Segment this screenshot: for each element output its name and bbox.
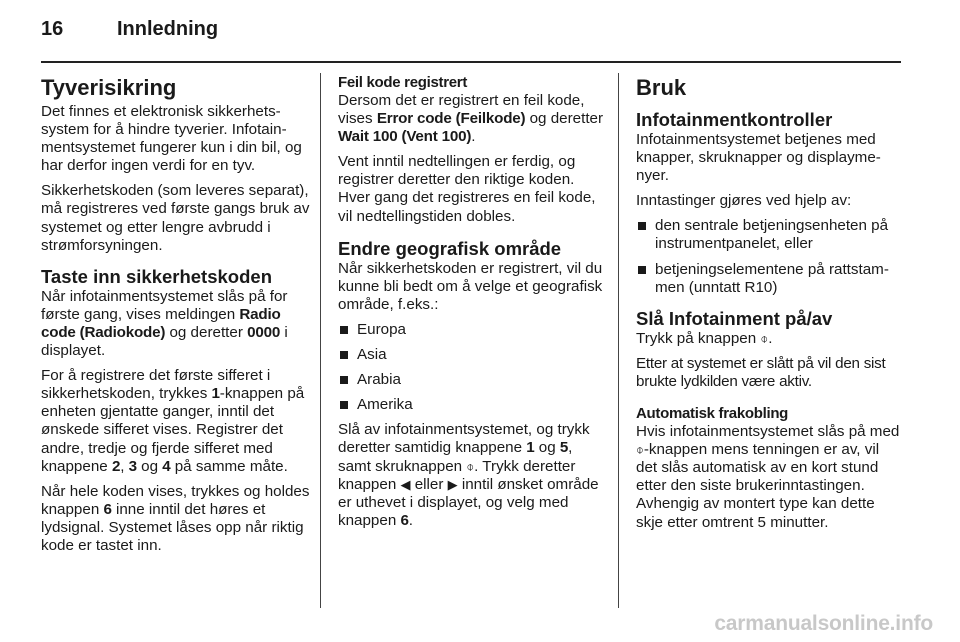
bullet-icon xyxy=(340,401,348,409)
heading-feil-kode: Feil kode registrert xyxy=(338,74,468,91)
paragraph: Når hele koden vises, trykkes og holdes knappen 6 inne inntil det høres et lydsignal. Systemet låses opp når riktig kode er tastet inn. xyxy=(41,482,310,554)
paragraph: Inntastinger gjøres ved hjelp av: xyxy=(636,192,852,210)
list-item: Arabia xyxy=(338,371,609,389)
paragraph: Etter at systemet er slått på vil den sist brukte lydkilden være aktiv. xyxy=(636,354,886,390)
list-item: den sentrale betjeningsenheten på instrumentpanelet, eller xyxy=(636,217,904,253)
page-number: 16 xyxy=(41,18,64,40)
list-item: Europa xyxy=(338,321,609,339)
page-header xyxy=(41,18,901,48)
column-divider-2 xyxy=(618,73,619,608)
heading-bruk: Bruk xyxy=(636,75,687,100)
list-item: betjeningselementene på rattstammen (unntatt R10) xyxy=(636,261,904,297)
bullet-icon xyxy=(340,351,348,359)
heading-taste-inn: Taste inn sikkerhetskoden xyxy=(41,265,272,287)
column-2 xyxy=(338,74,609,537)
display-message: Radio code (Radiokode) xyxy=(41,305,281,341)
paragraph: Sikkerhetskoden (som leveres separat), må registreres ved første gangs bruk av systemet og etter lengre avbrudd i strømforsyningen. xyxy=(41,182,310,254)
column-3 xyxy=(636,74,904,539)
bullet-icon xyxy=(340,376,348,384)
column-1 xyxy=(41,74,311,562)
heading-sla-av-pa: Slå Infotainment på/av xyxy=(636,307,833,329)
display-message: Error code (Feilkode) xyxy=(376,110,526,128)
arrow-left-icon: ◀ xyxy=(400,476,411,492)
column-divider-1 xyxy=(320,73,321,608)
paragraph: Trykk på knappen ⌽. xyxy=(636,329,773,347)
heading-automatisk-frakobling: Automatisk frakobling xyxy=(636,405,789,423)
header-rule xyxy=(41,61,901,63)
paragraph: Dersom det er registrert en feil kode, vises Error code (Feilkode) og deretter Wait 100 (Vent 100). xyxy=(338,92,604,146)
list-item: Asia xyxy=(338,346,609,364)
paragraph: Når sikkerhetskoden er registrert, vil du kunne bli bedt om å velge et geografisk område, f.eks.: xyxy=(338,259,603,313)
display-message: 0000 xyxy=(247,323,281,341)
paragraph: Slå av infotainmentsystemet, og trykk deretter samtidig knappene 1 og 5, samt skruknappen ⌽. Trykk deretter knappen ◀ eller ▶ inntil ønsket område er uthevet i displayet, og velg med knappen 6. xyxy=(338,421,599,529)
paragraph: Det finnes et elektronisk sikkerhetssystem for å hindre tyverier. Infotainmentsystemet fungerer kun i din bil, og har derfor ingen verdi for en tyv. xyxy=(41,103,302,175)
list-item: Amerika xyxy=(338,396,609,414)
paragraph: For å registrere det første sifferet i sikkerhetskoden, trykkes 1-knappen på enheten gjentatte ganger, inntil det ønskede sifferet vises. Registrer det andre, tredje og fjerde sifferet med knappene 2, 3 og 4 på samme måte. xyxy=(41,367,305,475)
arrow-right-icon: ▶ xyxy=(447,476,458,492)
paragraph: Hvis infotainmentsystemet slås på med ⌽-knappen mens tenningen er av, vil det slås automatisk av en kort stund etter den siste brukerinntastingen. Avhengig av montert type kan dette skje etter omtrent 5 minutter. xyxy=(636,423,900,531)
paragraph: Når infotainmentsystemet slås på for første gang, vises meldingen Radio code (Radiokode) og deretter 0000 i displayet. xyxy=(41,287,288,360)
heading-infotainmentkontroller: Infotainmentkontroller xyxy=(636,109,833,130)
bullet-icon xyxy=(340,326,348,334)
paragraph: Vent inntil nedtellingen er ferdig, og registrer deretter den riktige koden. Hver gang det registreres en feil kode, vil nedtellingstiden dobles. xyxy=(338,153,596,225)
heading-endre-omrade: Endre geografisk område xyxy=(338,237,562,259)
chapter-title: Innledning xyxy=(117,18,219,40)
display-message: Wait 100 (Vent 100) xyxy=(338,128,472,146)
watermark: carmanualsonline.info xyxy=(714,612,933,635)
bullet-icon xyxy=(638,222,646,230)
heading-tyverisikring: Tyverisikring xyxy=(41,75,177,100)
bullet-icon xyxy=(638,266,646,274)
paragraph: Infotainmentsystemet betjenes med knapper, skruknapper og displaymenyer. xyxy=(636,131,881,185)
power-knob-icon: ⌽ xyxy=(636,442,644,458)
power-knob-icon: ⌽ xyxy=(760,330,769,346)
power-knob-icon: ⌽ xyxy=(466,458,475,474)
